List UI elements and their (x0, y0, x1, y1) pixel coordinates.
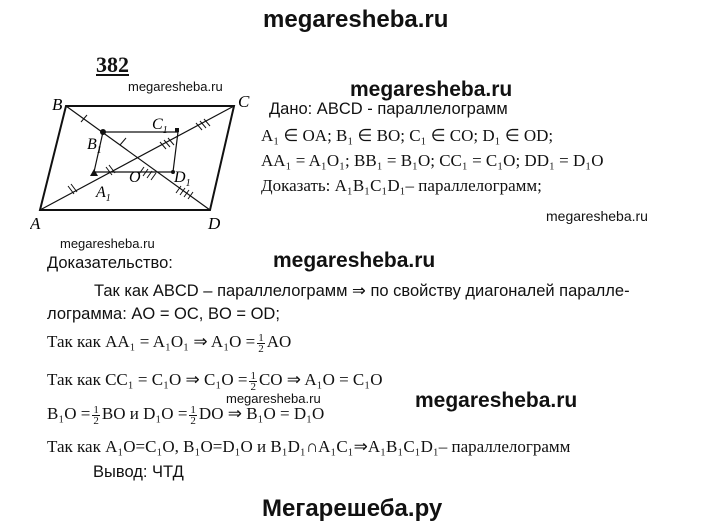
proof-line-2: лограмма: AO = OC, BO = OD; (47, 305, 280, 323)
proof-title: Доказательство: (47, 254, 173, 272)
label-b: B (52, 95, 63, 114)
label-c: C (238, 92, 250, 111)
given-line-4: Доказать: A₁B₁C₁D₁– параллелограмм; (261, 176, 542, 195)
site-header: megaresheba.ru (263, 6, 449, 33)
watermark: megaresheba.ru (350, 78, 513, 101)
site-footer: Мегарешеба.ру (262, 495, 443, 522)
label-a1: $A_1$ (96, 184, 111, 204)
watermark: megaresheba.ru (128, 79, 223, 94)
watermark: megaresheba.ru (226, 391, 321, 406)
proof-line-5: B₁O = $\frac{1}{2}$ BO и D₁O = $\frac{1}{2}$ DO ⇒ B₁O = D₁O (47, 403, 325, 427)
fraction-half: $\frac{1}{2}$ (190, 403, 196, 427)
proof-line-4: Так как CC₁ = C₁O ⇒ C₁O = $\frac{1}{2}$ CO ⇒ A₁O = C₁O (47, 369, 383, 393)
label-d1: $D_1$ (174, 169, 191, 189)
proof-conclusion: Вывод: ЧТД (93, 463, 184, 481)
watermark: megaresheba.ru (273, 249, 436, 272)
task-number: 382 (96, 52, 129, 77)
fraction-half: $\frac{1}{2}$ (93, 403, 99, 427)
watermark: megaresheba.ru (415, 389, 578, 412)
label-o: O (129, 169, 141, 186)
watermark: megaresheba.ru (546, 208, 648, 224)
fraction-half: $\frac{1}{2}$ (250, 369, 256, 393)
fraction-half: $\frac{1}{2}$ (258, 331, 264, 355)
watermark: megaresheba.ru (60, 236, 155, 251)
label-c1: $C_1$ (152, 116, 168, 136)
proof-line-6: Так как A₁O=C₁O, B₁O=D₁O и B₁D₁∩A₁C₁⇒A₁B₁C₁D₁– параллелограмм (47, 437, 571, 456)
proof-line-3: Так как AA₁ = A₁O₁ ⇒ A₁O = $\frac{1}{2}$ AO (47, 331, 292, 355)
given-line-3: AA₁ = A₁O₁; BB₁ = B₁O; CC₁ = C₁O; DD₁ = D₁O (261, 151, 604, 170)
proof-line-1: Так как ABCD – параллелограмм ⇒ по свойству диагоналей паралле- (94, 282, 630, 300)
label-b1: $B_1$ (87, 136, 102, 156)
label-d: D (208, 214, 221, 232)
point-b1-marker (100, 129, 106, 135)
given-line-2: A₁ ∈ OA; B₁ ∈ BO; C₁ ∈ CO; D₁ ∈ OD; (261, 126, 554, 145)
label-a: A (30, 214, 41, 232)
given-line-1: Дано: ABCD - параллелограмм (269, 100, 508, 118)
parallelogram-figure (30, 92, 270, 232)
